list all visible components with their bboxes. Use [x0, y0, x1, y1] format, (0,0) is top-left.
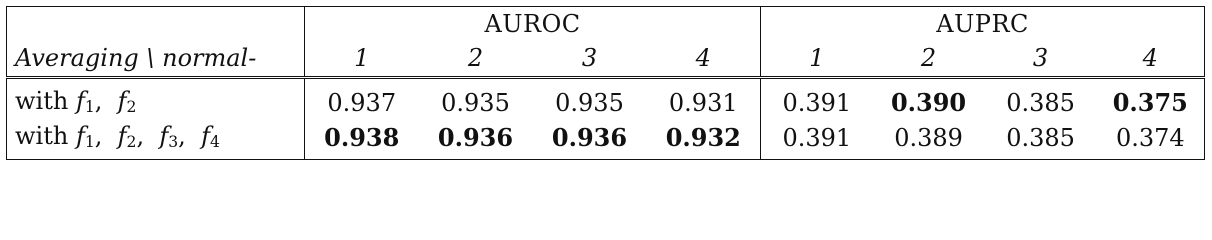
cell-value: 0.935	[441, 88, 510, 117]
row-header-cell	[7, 40, 305, 78]
group-header-auprc	[761, 7, 1205, 41]
table-cell	[985, 120, 1097, 160]
cell-value: 0.936	[551, 122, 628, 152]
header-row-columns	[7, 40, 1205, 78]
col-header-label: 2	[467, 44, 484, 72]
table-cell	[761, 120, 873, 160]
cell-value: 0.391	[782, 123, 852, 152]
cell-value: 0.932	[665, 122, 741, 152]
col-header-label: 4	[1142, 44, 1158, 72]
col-header-auroc-1	[305, 40, 419, 78]
row-header-label: Averaging \ normal-	[15, 44, 257, 72]
cell-value: 0.374	[1115, 123, 1185, 152]
group-header-auprc-label: AUPRC	[936, 9, 1029, 38]
results-table	[6, 6, 1205, 160]
results-table-container	[6, 6, 1204, 160]
cell-value: 0.935	[555, 88, 624, 117]
col-header-auprc-3	[985, 40, 1097, 78]
cell-value: 0.937	[327, 88, 397, 117]
table-cell	[533, 78, 647, 121]
cell-value: 0.385	[1006, 123, 1075, 152]
table-cell	[1097, 78, 1205, 121]
col-header-label: 2	[920, 44, 937, 72]
col-header-label: 3	[1032, 44, 1049, 72]
table-cell	[873, 78, 985, 121]
cell-value: 0.391	[782, 88, 852, 117]
table-row	[7, 120, 1205, 160]
row-label: with $f_1$, $f_2$	[15, 87, 137, 117]
col-header-auprc-2	[873, 40, 985, 78]
table-cell	[1097, 120, 1205, 160]
table-cell	[305, 120, 419, 160]
cell-value: 0.389	[894, 123, 963, 152]
table-cell	[761, 78, 873, 121]
table-row	[7, 78, 1205, 121]
group-header-auroc-label: AUROC	[484, 9, 581, 38]
cell-value: 0.936	[437, 122, 514, 152]
col-header-label: 4	[695, 44, 711, 72]
cell-value: 0.931	[668, 88, 738, 117]
table-cell	[647, 120, 761, 160]
table-cell	[647, 78, 761, 121]
table-cell	[419, 78, 533, 121]
row-label-cell	[7, 120, 305, 160]
row-label-cell	[7, 78, 305, 121]
col-header-auroc-2	[419, 40, 533, 78]
col-header-label: 1	[354, 44, 370, 72]
group-header-auroc	[305, 7, 761, 41]
header-row-groups	[7, 7, 1205, 41]
table-cell	[873, 120, 985, 160]
col-header-auroc-3	[533, 40, 647, 78]
cell-value: 0.385	[1006, 88, 1075, 117]
row-label: with $f_1$, $f_2$, $f_3$, $f_4$	[15, 122, 220, 152]
table-cell	[305, 78, 419, 121]
table-cell	[419, 120, 533, 160]
col-header-auprc-4	[1097, 40, 1205, 78]
table-cell	[985, 78, 1097, 121]
cell-value: 0.938	[324, 122, 400, 152]
col-header-auprc-1	[761, 40, 873, 78]
col-header-auroc-4	[647, 40, 761, 78]
empty-corner-cell	[7, 7, 305, 41]
cell-value: 0.375	[1112, 87, 1188, 117]
cell-value: 0.390	[890, 87, 967, 117]
col-header-label: 1	[809, 44, 825, 72]
col-header-label: 3	[581, 44, 598, 72]
table-cell	[533, 120, 647, 160]
